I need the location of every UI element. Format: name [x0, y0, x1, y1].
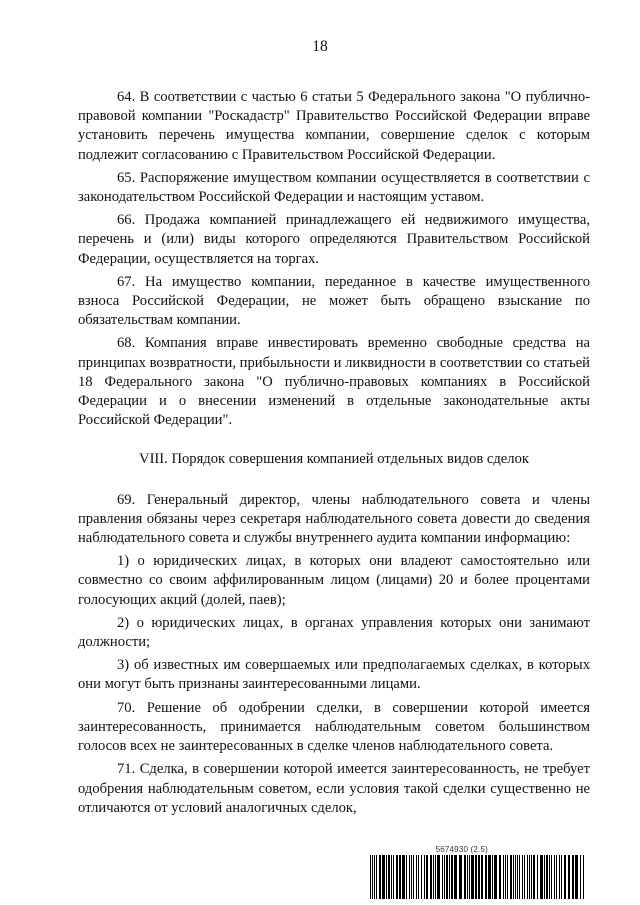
paragraph-64: 64. В соответствии с частью 6 статьи 5 Федерального закона "О публично-правовой компании "Роскадастр" Правительство Российской Федерации вправе установить перечень имущества компании, совершение сделок с которым подлежит согласованию с Правительством Российской Федерации. [78, 89, 590, 163]
paragraph-68: 68. Компания вправе инвестировать временно свободные средства на принципах возвратности, прибыльности и ликвидности в соответствии со статьей 18 Федерального закона "О публично-правовых компаниях в Российской Федерации и о внесении изменений в отдельные законодательные акты Российской Федерации". [78, 335, 590, 429]
paragraph-65: 65. Распоряжение имуществом компании осуществляется в соответствии с законодательством Российской Федерации и настоящим уставом. [78, 169, 590, 206]
document-body [78, 88, 590, 822]
paragraph-69-item-1: 1) о юридических лицах, в которых они владеют самостоятельно или совместно со своим аффилированным лицом (лицами) 20 и более процентами голосующих акций (долей, паев); [78, 553, 590, 608]
paragraph-67: 67. На имущество компании, переданное в качестве имущественного взноса Российской Федерации, не может быть обращено взыскание по обязательствам компании. [78, 273, 590, 329]
paragraph-66: 66. Продажа компанией принадлежащего ей недвижимого имущества, перечень и (или) виды которого определяются Правительством Российской Федерации, осуществляется на торгах. [78, 212, 590, 267]
barcode-icon [370, 855, 584, 899]
paragraph-70: 70. Решение об одобрении сделки, в совершении которой имеется заинтересованность, принимается наблюдательным советом большинством голосов всех не заинтересованных в сделке членов наблюдательного совета. [78, 699, 590, 755]
paragraph-71: 71. Сделка, в совершении которой имеется заинтересованность, не требует одобрения наблюдательным советом, если условия такой сделки существенно не отличаются от условий аналогичных сделок, [78, 761, 590, 816]
paragraph-69-item-2: 2) о юридических лицах, в органах управления которых они занимают должности; [78, 614, 590, 651]
paragraph-69: 69. Генеральный директор, члены наблюдательного совета и члены правления обязаны через секретаря наблюдательного совета довести до сведения наблюдательного совета и службы внутреннего аудита компании информацию: [78, 491, 590, 547]
stamp-code: 5674930 (2.5) [435, 845, 488, 854]
page-number: 18 [312, 38, 328, 55]
paragraph-69-item-3: 3) об известных им совершаемых или предполагаемых сделках, в которых они могут быть признаны заинтересованными лицами. [78, 657, 590, 693]
document-stamp [370, 845, 584, 901]
section-heading: VIII. Порядок совершения компанией отдельных видов сделок [139, 451, 529, 468]
